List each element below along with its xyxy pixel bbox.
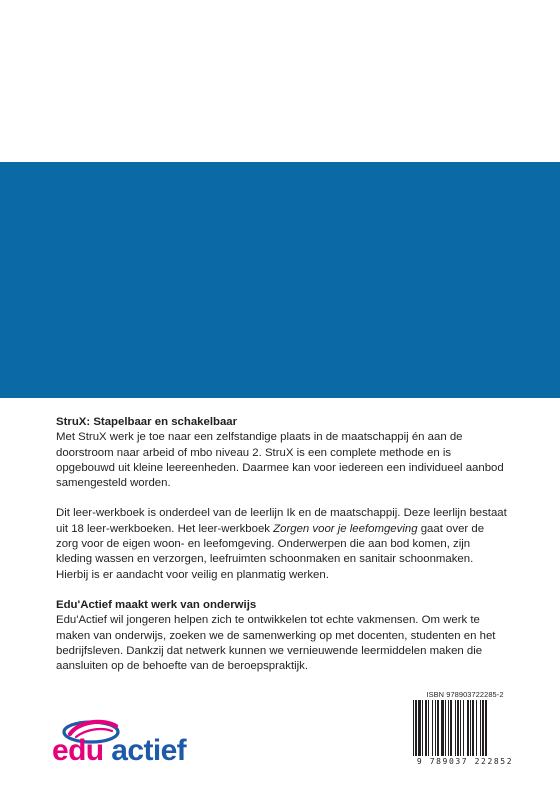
logo-edu: edu: [52, 734, 104, 767]
publisher-heading: Edu'Actief maakt werk van onderwijs: [56, 598, 257, 611]
intro-heading: StruX: Stapelbaar en schakelbaar: [56, 416, 238, 428]
back-cover-text: [56, 415, 508, 674]
eduactief-logo: [52, 716, 222, 774]
workbook-title: Zorgen voor je leefomgeving: [273, 522, 418, 535]
barcode-digits: 9 789037 222852: [416, 757, 514, 766]
workbook-text-before: Dit leer-werkboek is onderdeel van de leerlijn Ik en de maatschappij. Deze leerlijn bestaat uit 18 leer-werkboeken. Het leer-werkboek: [56, 507, 507, 535]
isbn-label: ISBN 978903722285-2: [426, 690, 504, 699]
barcode-icon: [411, 700, 519, 756]
logo-actief: actief: [111, 734, 187, 767]
logo-wordmark: [52, 734, 186, 768]
intro-paragraph: Met StruX werk je toe naar een zelfstandige plaats in de maatschappij én aan de doorstroom naar arbeid of mbo niveau 2. StruX is een complete methode en is opgebouwd uit kleine leereenheden. Daarmee kan voor iedereen een individueel aanbod samengesteld worden.: [56, 431, 504, 490]
workbook-text-after: gaat over de zorg voor de eigen woon- en leefomgeving. Onderwerpen die aan bod komen, zijn kleding wassen en verzorgen, leefruimten schoonmaken en sanitair schoonmaken. Hierbij is er aandacht voor veilig en planmatig werken.: [56, 522, 485, 581]
isbn-barcode-block: [409, 690, 521, 770]
publisher-paragraph: Edu'Actief wil jongeren helpen zich te ontwikkelen tot echte vakmensen. Om werk te maken van onderwijs, zoeken we de samenwerking op met docenten, studenten en het bedrijfsleven. Dankzij dat netwerk kunnen we vernieuwende leermiddelen maken die aansluiten op de behoefte van de beroepspraktijk.: [56, 614, 496, 673]
workbook-paragraph: [56, 506, 508, 582]
cover-color-band: [0, 162, 560, 398]
